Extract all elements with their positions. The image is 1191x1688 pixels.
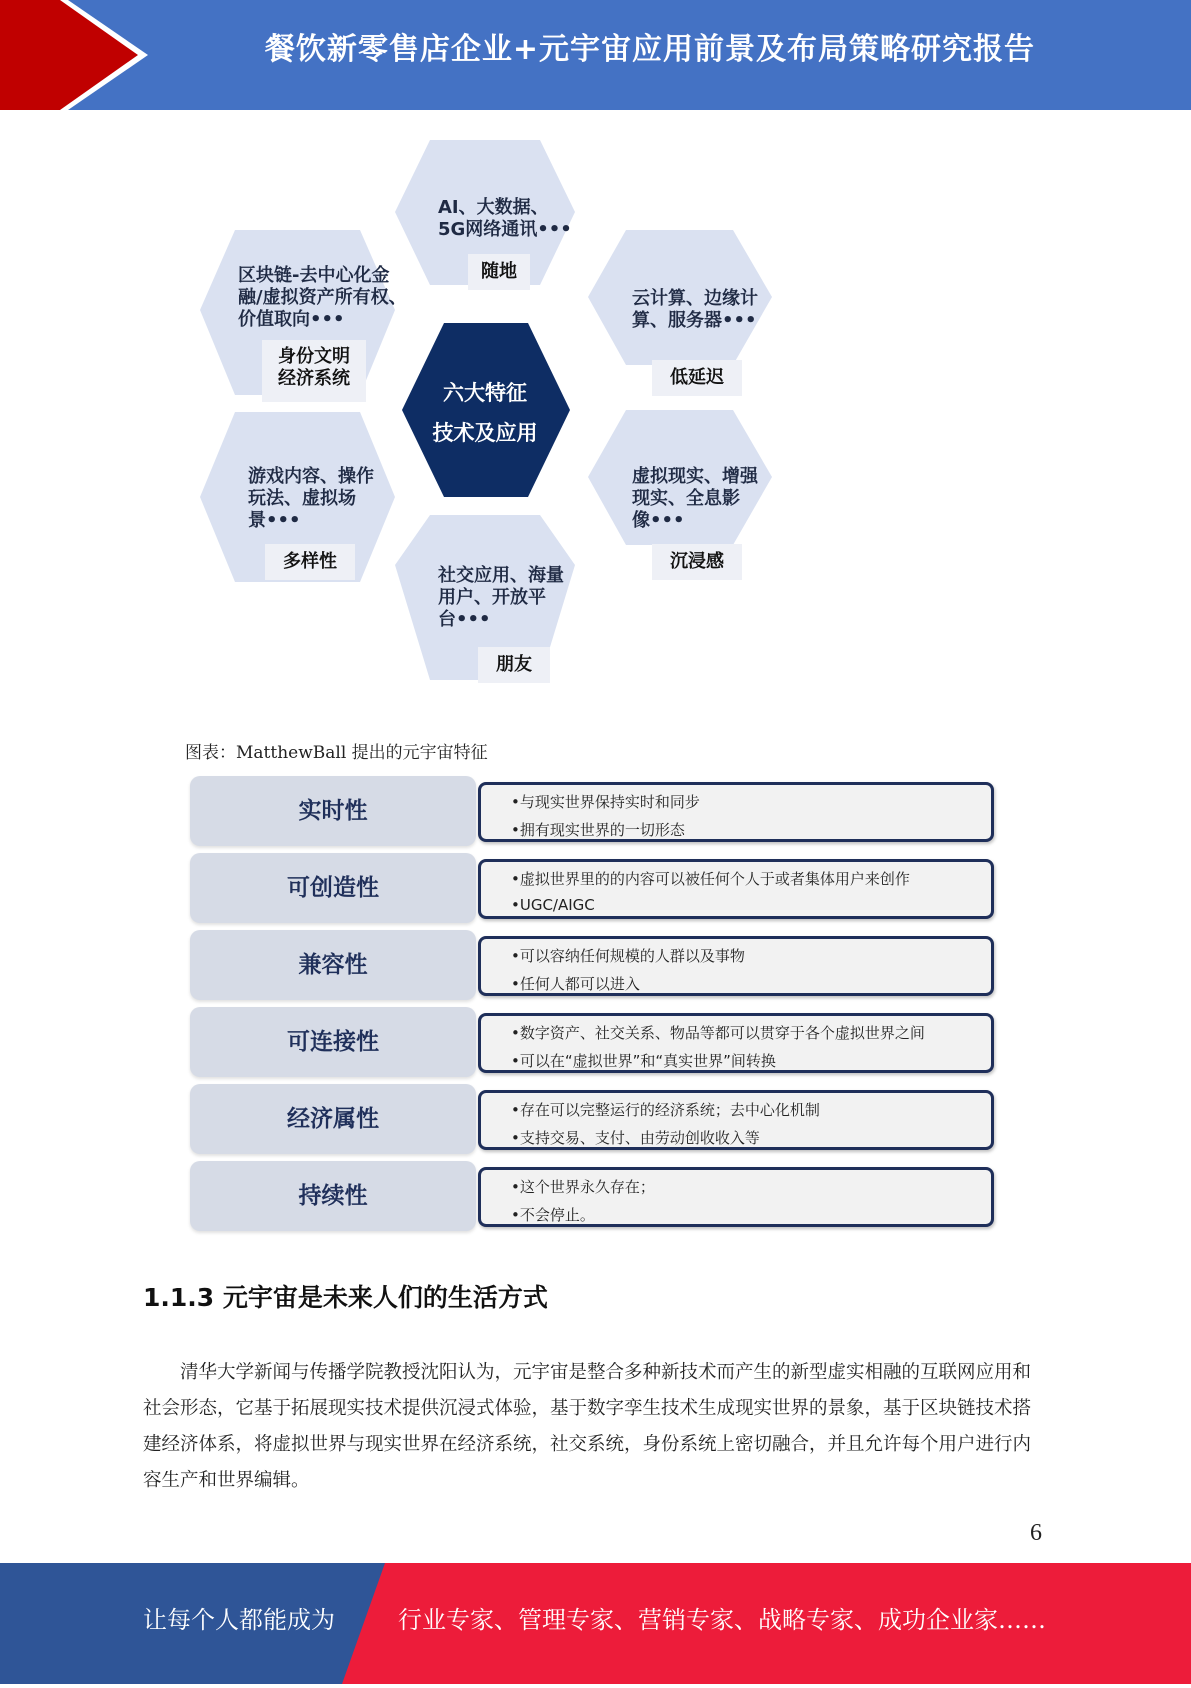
feature-line: •支持交易、支付、由劳动创收收入等 (511, 1129, 760, 1147)
feature-table (190, 774, 996, 1236)
table-row (190, 1082, 996, 1154)
footer-slogan-left: 让每个人都能成为 (143, 1606, 335, 1634)
feature-label: 经济属性 (190, 1084, 476, 1154)
hex-lower-left-tag: 多样性 (265, 544, 355, 580)
hex-bottom-text: 社交应用、海量 用户、开放平 台••• (438, 565, 564, 630)
feature-line: •虚拟世界里的的内容可以被任何个人于或者集体用户来创作 (511, 870, 910, 888)
hex-lower-right-tag: 沉浸感 (652, 544, 742, 580)
feature-description-box (478, 936, 994, 996)
page-number: 6 (1030, 1520, 1042, 1546)
hex-upper-right-text: 云计算、边缘计 算、服务器••• (632, 288, 758, 331)
table-row (190, 774, 996, 846)
footer-slogan-right: 行业专家、管理专家、营销专家、战略专家、成功企业家…… (398, 1606, 1046, 1634)
hex-upper-right-tag: 低延迟 (652, 360, 742, 396)
table-row (190, 928, 996, 1000)
hex-bottom-tag: 朋友 (478, 647, 550, 683)
hex-upper-left-tag: 身份文明 经济系统 (262, 340, 366, 402)
feature-line: •拥有现实世界的一切形态 (511, 821, 685, 839)
feature-description-box (478, 1090, 994, 1150)
feature-line: •可以容纳任何规模的人群以及事物 (511, 947, 745, 965)
feature-description-box (478, 1167, 994, 1227)
hex-upper-left-text: 区块链-去中心化金 融/虚拟资产所有权、 价值取向••• (238, 265, 407, 330)
feature-line: •这个世界永久存在； (511, 1178, 655, 1196)
feature-label: 实时性 (190, 776, 476, 846)
feature-line: •数字资产、社交关系、物品等都可以贯穿于各个虚拟世界之间 (511, 1024, 925, 1042)
feature-line: •任何人都可以进入 (511, 975, 640, 993)
center-line-2: 技术及应用 (432, 421, 538, 445)
table-row (190, 1159, 996, 1231)
feature-description-box (478, 1013, 994, 1073)
feature-label: 持续性 (190, 1161, 476, 1231)
feature-line: •与现实世界保持实时和同步 (511, 793, 700, 811)
feature-line: •存在可以完整运行的经济系统；去中心化机制 (511, 1101, 820, 1119)
table-row (190, 1005, 996, 1077)
hex-top-text: AI、大数据、 5G网络通讯••• (438, 197, 572, 240)
body-paragraph (143, 1355, 1049, 1499)
hex-center (402, 323, 570, 497)
figure-caption: 图表：MatthewBall 提出的元宇宙特征 (185, 743, 488, 763)
report-title: 餐饮新零售店企业+元宇宙应用前景及布局策略研究报告 (264, 32, 1036, 67)
section-heading: 1.1.3 元宇宙是未来人们的生活方式 (143, 1283, 548, 1312)
page-header (0, 0, 1191, 110)
hexagon-diagram (190, 130, 830, 690)
feature-line: •UGC/AIGC (511, 896, 595, 914)
table-row (190, 851, 996, 923)
hex-lower-left-text: 游戏内容、操作 玩法、虚拟场 景••• (248, 466, 374, 531)
center-line-1: 六大特征 (443, 381, 527, 405)
feature-description-box (478, 859, 994, 919)
feature-label: 可连接性 (190, 1007, 476, 1077)
hex-top-tag: 随地 (468, 254, 530, 290)
feature-line: •不会停止。 (511, 1206, 595, 1224)
feature-label: 可创造性 (190, 853, 476, 923)
feature-label: 兼容性 (190, 930, 476, 1000)
feature-line: •可以在“虚拟世界”和“真实世界”间转换 (511, 1052, 776, 1070)
paragraph-text: 清华大学新闻与传播学院教授沈阳认为，元宇宙是整合多种新技术而产生的新型虚实相融的互联网应用和社会形态，它基于拓展现实技术提供沉浸式体验，基于数字孪生技术生成现实世界的景象，基于区块链技术搭建经济体系，将虚拟世界与现实世界在经济系统，社交系统，身份系统上密切融合，并且允许每个用户进行内容生产和世界编辑。 (143, 1362, 1032, 1491)
hex-lower-right-text: 虚拟现实、增强 现实、全息影 像••• (632, 466, 758, 531)
feature-description-box (478, 782, 994, 842)
